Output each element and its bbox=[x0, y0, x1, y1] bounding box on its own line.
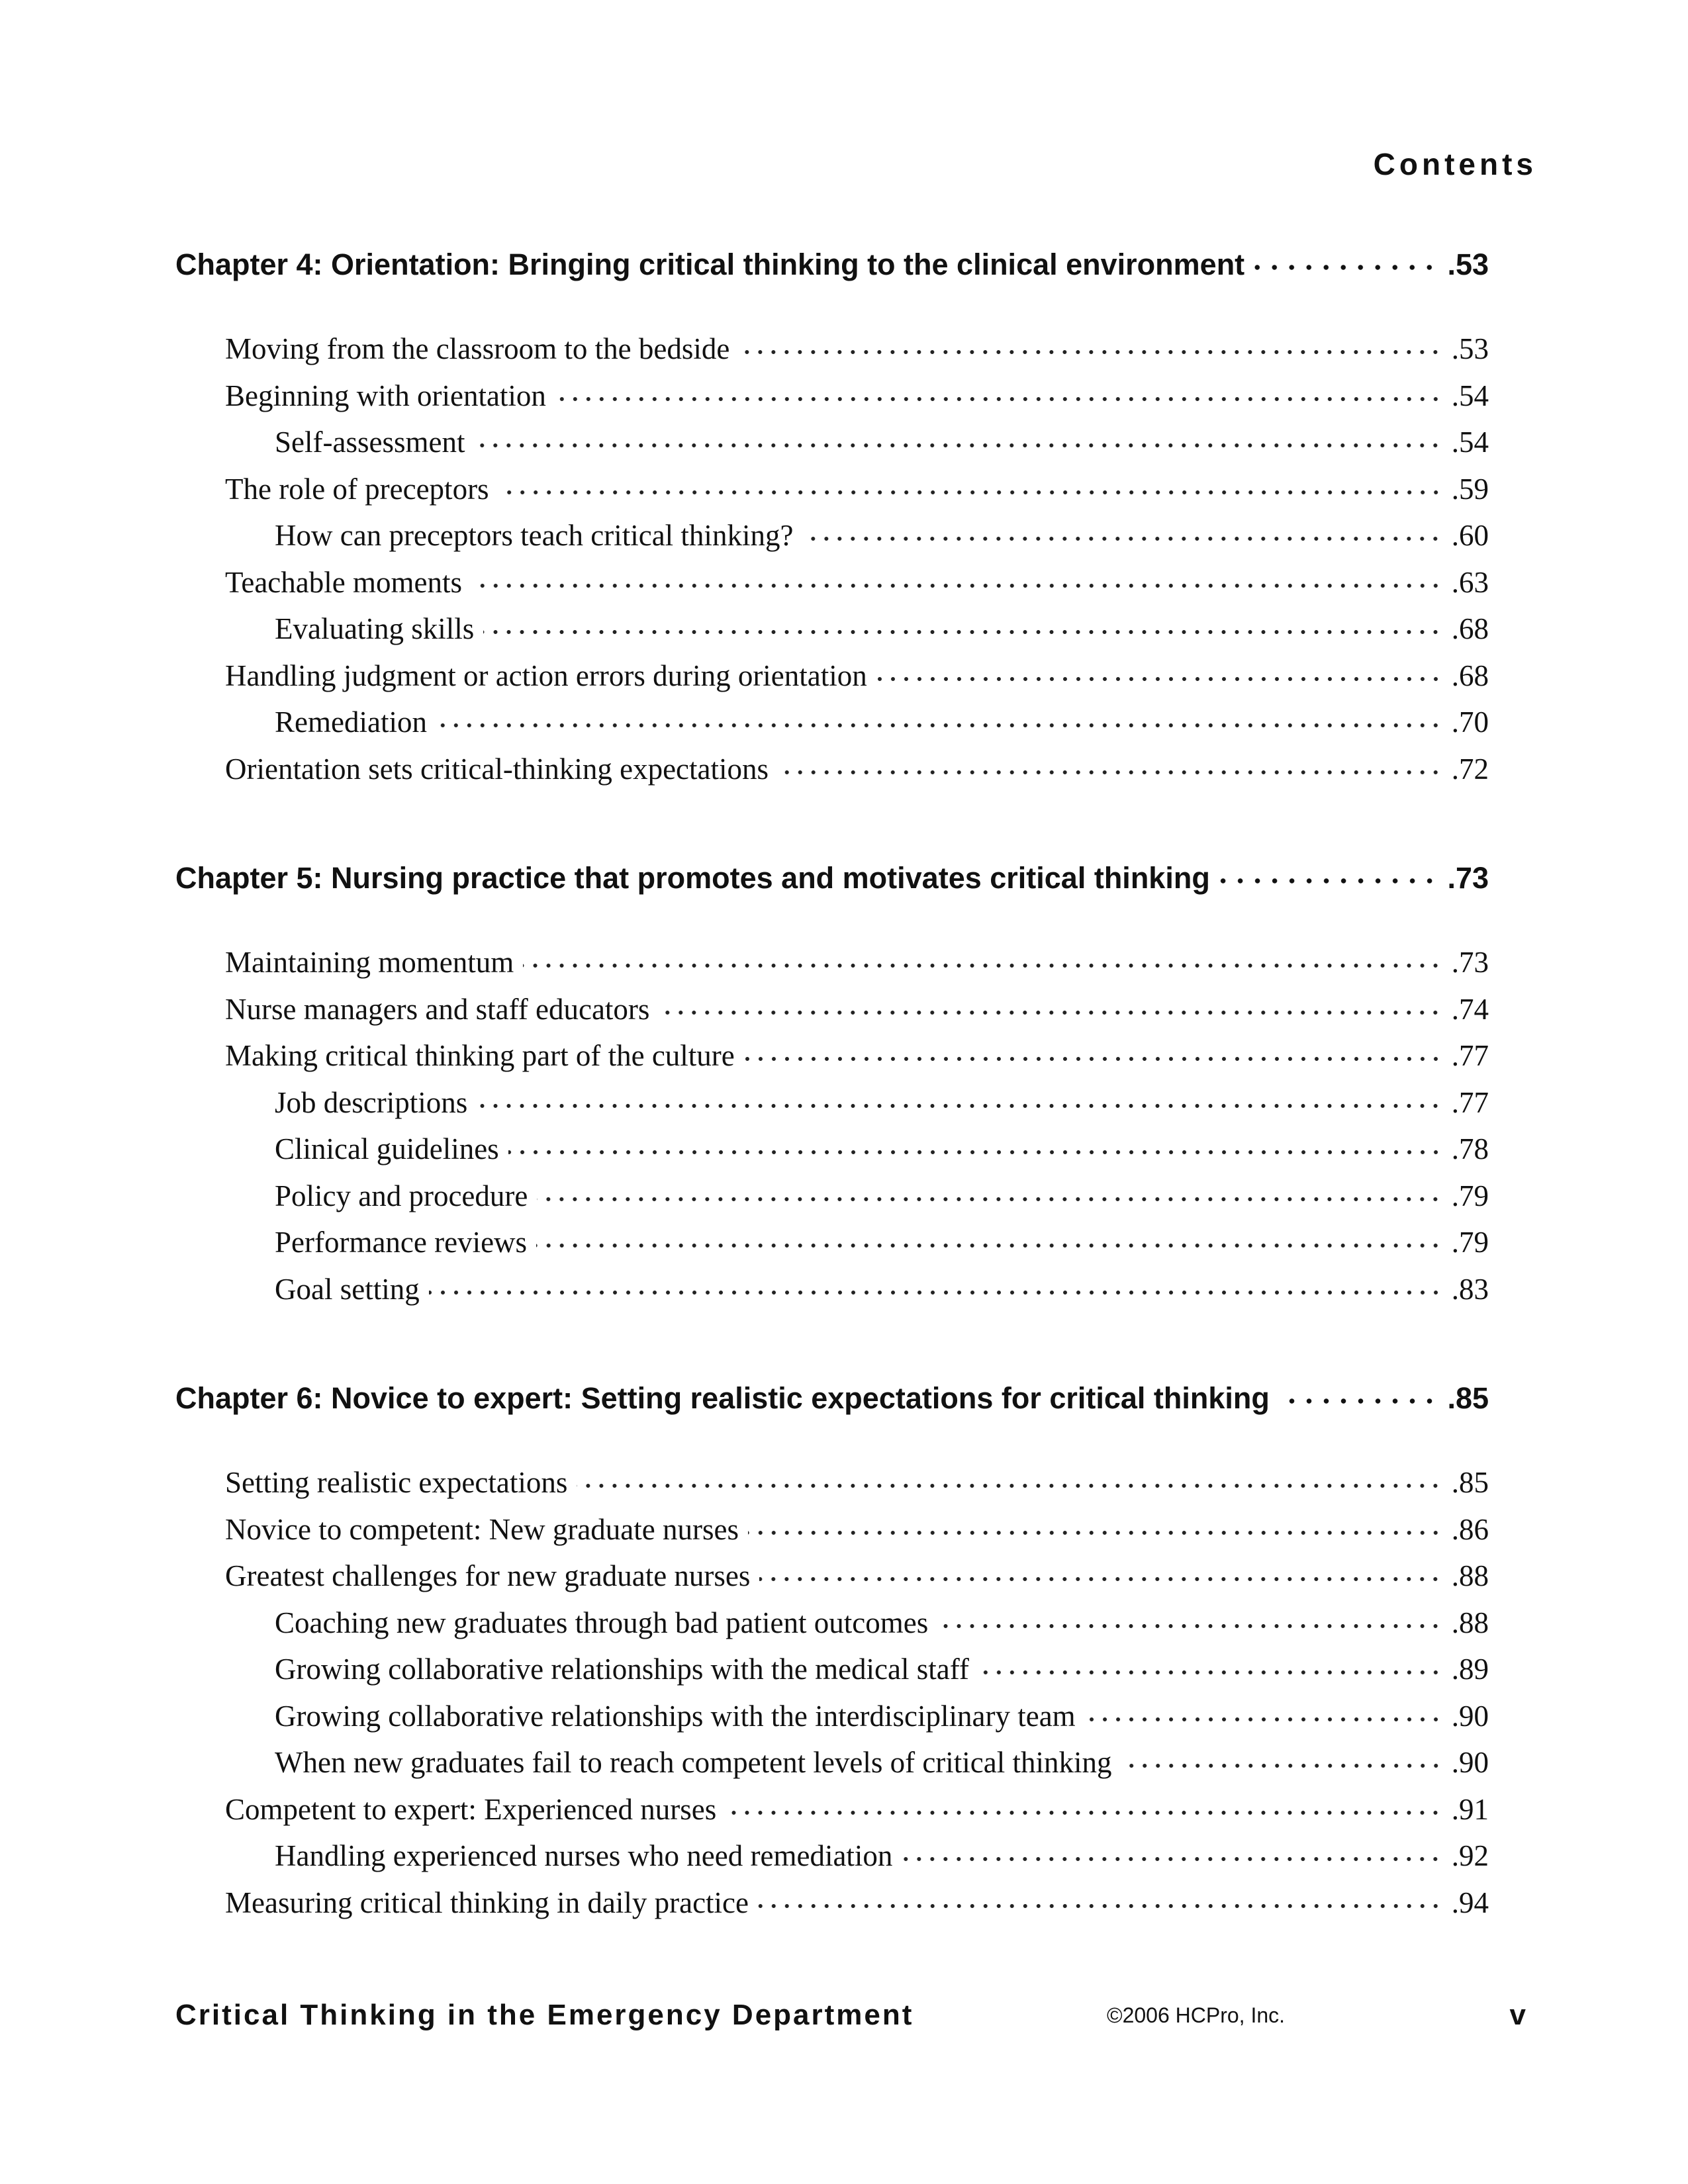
dot-leader bbox=[802, 517, 1442, 545]
entry-page-number: .68 bbox=[1451, 659, 1489, 692]
toc-entry[interactable] bbox=[175, 559, 1489, 606]
toc-entry[interactable] bbox=[175, 326, 1489, 373]
toc-subentry[interactable] bbox=[175, 512, 1489, 559]
chapter-page-number: .85 bbox=[1447, 1381, 1489, 1415]
dot-leader bbox=[429, 1271, 1442, 1299]
entry-title: Moving from the classroom to the bedside bbox=[225, 332, 730, 365]
entry-page-number: .60 bbox=[1451, 519, 1489, 552]
entry-title: Handling judgment or action errors during orientation bbox=[225, 659, 867, 692]
dot-leader bbox=[577, 1464, 1442, 1492]
entry-page-number: .86 bbox=[1451, 1512, 1489, 1546]
entry-title: Self-assessment bbox=[275, 426, 465, 459]
dot-leader bbox=[1085, 1698, 1442, 1726]
footer-page-number: v bbox=[1509, 1999, 1526, 2031]
chapter-5-section bbox=[175, 852, 1489, 1312]
entry-page-number: .63 bbox=[1451, 565, 1489, 599]
toc-entry[interactable] bbox=[175, 1506, 1489, 1553]
dot-leader bbox=[937, 1604, 1442, 1633]
entry-title: Making critical thinking part of the culture bbox=[225, 1039, 735, 1072]
chapter-4-section bbox=[175, 238, 1489, 792]
toc-subentry[interactable] bbox=[175, 1833, 1489, 1880]
entry-page-number: .77 bbox=[1451, 1039, 1489, 1072]
entry-title: Goal setting bbox=[275, 1272, 420, 1306]
entry-title: Coaching new graduates through bad patient outcomes bbox=[275, 1606, 929, 1639]
toc-entry[interactable] bbox=[175, 373, 1489, 420]
toc-subentry[interactable] bbox=[175, 699, 1489, 746]
toc-subentry[interactable] bbox=[175, 1173, 1489, 1220]
entry-page-number: .72 bbox=[1451, 752, 1489, 786]
dot-leader bbox=[978, 1651, 1442, 1679]
entry-page-number: .85 bbox=[1451, 1466, 1489, 1499]
toc-subentry[interactable] bbox=[175, 419, 1489, 466]
dot-leader bbox=[1279, 1380, 1438, 1408]
toc-subentry[interactable] bbox=[175, 1266, 1489, 1313]
entry-title: When new graduates fail to reach competent levels of critical thinking bbox=[275, 1746, 1112, 1779]
entry-title: Setting realistic expectations bbox=[225, 1466, 568, 1499]
entry-title: How can preceptors teach critical thinking? bbox=[275, 519, 794, 552]
entry-page-number: .92 bbox=[1451, 1839, 1489, 1872]
entry-page-number: .54 bbox=[1451, 379, 1489, 412]
dot-leader bbox=[902, 1837, 1442, 1866]
entry-page-number: .53 bbox=[1451, 332, 1489, 365]
dot-leader bbox=[876, 657, 1442, 686]
entry-page-number: .79 bbox=[1451, 1226, 1489, 1259]
toc-entry[interactable] bbox=[175, 1880, 1489, 1927]
toc-subentry[interactable] bbox=[175, 606, 1489, 653]
toc-entry[interactable] bbox=[175, 466, 1489, 513]
entry-title: Evaluating skills bbox=[275, 612, 475, 645]
entry-page-number: .88 bbox=[1451, 1606, 1489, 1639]
entry-title: Beginning with orientation bbox=[225, 379, 546, 412]
dot-leader bbox=[483, 610, 1442, 639]
entry-title: Greatest challenges for new graduate nurses bbox=[225, 1559, 751, 1592]
chapter-heading[interactable] bbox=[175, 238, 1489, 291]
toc-subentry[interactable] bbox=[175, 1600, 1489, 1647]
entry-page-number: .88 bbox=[1451, 1559, 1489, 1592]
entry-title: Growing collaborative relationships with the medical staff bbox=[275, 1653, 969, 1686]
entry-page-number: .94 bbox=[1451, 1886, 1489, 1919]
toc-entry[interactable] bbox=[175, 986, 1489, 1033]
dot-leader bbox=[471, 564, 1442, 592]
dot-leader bbox=[498, 471, 1442, 499]
entry-title: Teachable moments bbox=[225, 565, 462, 599]
dot-leader bbox=[1219, 860, 1438, 888]
chapter-heading[interactable] bbox=[175, 1372, 1489, 1425]
running-header: Contents bbox=[1373, 147, 1537, 181]
entry-title: Nurse managers and staff educators bbox=[225, 992, 650, 1026]
toc-subentry[interactable] bbox=[175, 1693, 1489, 1740]
toc-entry[interactable] bbox=[175, 653, 1489, 700]
chapter-6-section bbox=[175, 1372, 1489, 1926]
entry-title: Maintaining momentum bbox=[225, 946, 514, 979]
entry-page-number: .78 bbox=[1451, 1132, 1489, 1165]
chapter-title-text: Chapter 4: Orientation: Bringing critical thinking to the clinical environment bbox=[175, 248, 1245, 281]
toc-subentry[interactable] bbox=[175, 1219, 1489, 1266]
dot-leader bbox=[748, 1511, 1442, 1539]
page-footer bbox=[175, 1992, 1526, 2045]
entry-title: Job descriptions bbox=[275, 1085, 468, 1119]
toc-subentry[interactable] bbox=[175, 1126, 1489, 1173]
entry-title: Clinical guidelines bbox=[275, 1132, 499, 1165]
entry-title: Handling experienced nurses who need remediation bbox=[275, 1839, 893, 1872]
entry-title: Measuring critical thinking in daily practice bbox=[225, 1886, 749, 1919]
entry-page-number: .91 bbox=[1451, 1792, 1489, 1826]
entry-title: Orientation sets critical-thinking expectations bbox=[225, 752, 769, 786]
toc-entry[interactable] bbox=[175, 1459, 1489, 1506]
dot-leader bbox=[555, 377, 1442, 406]
entry-title: Competent to expert: Experienced nurses bbox=[225, 1792, 717, 1826]
dot-leader bbox=[436, 704, 1442, 732]
entry-page-number: .54 bbox=[1451, 426, 1489, 459]
table-of-contents bbox=[175, 238, 1489, 1985]
entry-title: Novice to competent: New graduate nurses bbox=[225, 1512, 739, 1546]
dot-leader bbox=[1254, 246, 1438, 275]
entry-title: Policy and procedure bbox=[275, 1179, 528, 1212]
chapter-page-number: .53 bbox=[1447, 248, 1489, 281]
chapter-heading[interactable] bbox=[175, 852, 1489, 905]
dot-leader bbox=[778, 751, 1442, 779]
dot-leader bbox=[474, 424, 1442, 452]
dot-leader bbox=[758, 1884, 1442, 1913]
dot-leader bbox=[523, 944, 1442, 972]
footer-book-title: Critical Thinking in the Emergency Department bbox=[175, 1999, 914, 2031]
entry-page-number: .70 bbox=[1451, 705, 1489, 739]
entry-page-number: .89 bbox=[1451, 1653, 1489, 1686]
toc-entry[interactable] bbox=[175, 1786, 1489, 1833]
entry-title: Growing collaborative relationships with the interdisciplinary team bbox=[275, 1699, 1076, 1733]
entry-page-number: .83 bbox=[1451, 1272, 1489, 1306]
entry-page-number: .90 bbox=[1451, 1699, 1489, 1733]
dot-leader bbox=[744, 1037, 1442, 1066]
entry-title: Performance reviews bbox=[275, 1226, 528, 1259]
entry-page-number: .73 bbox=[1451, 946, 1489, 979]
entry-page-number: .68 bbox=[1451, 612, 1489, 645]
footer-copyright: ©2006 HCPro, Inc. bbox=[1107, 2003, 1286, 2027]
toc-entry[interactable] bbox=[175, 746, 1489, 793]
dot-leader bbox=[537, 1177, 1442, 1206]
dot-leader bbox=[508, 1130, 1442, 1159]
dot-leader bbox=[759, 1557, 1442, 1586]
toc-entry[interactable] bbox=[175, 1032, 1489, 1079]
chapter-title-text: Chapter 5: Nursing practice that promotes and motivates critical thinking bbox=[175, 861, 1210, 895]
dot-leader bbox=[739, 330, 1442, 359]
entry-page-number: .90 bbox=[1451, 1746, 1489, 1779]
entry-page-number: .79 bbox=[1451, 1179, 1489, 1212]
toc-entry[interactable] bbox=[175, 1553, 1489, 1600]
entry-title: The role of preceptors bbox=[225, 472, 489, 506]
dot-leader bbox=[477, 1084, 1442, 1113]
entry-page-number: .59 bbox=[1451, 472, 1489, 506]
entry-page-number: .77 bbox=[1451, 1085, 1489, 1119]
entry-page-number: .74 bbox=[1451, 992, 1489, 1026]
toc-entry[interactable] bbox=[175, 939, 1489, 986]
toc-subentry[interactable] bbox=[175, 1739, 1489, 1786]
dot-leader bbox=[726, 1791, 1442, 1819]
dot-leader bbox=[659, 991, 1442, 1019]
dot-leader bbox=[1121, 1744, 1442, 1772]
dot-leader bbox=[536, 1224, 1442, 1252]
chapter-title-text: Chapter 6: Novice to expert: Setting realistic expectations for critical thinking bbox=[175, 1381, 1270, 1415]
toc-subentry[interactable] bbox=[175, 1646, 1489, 1693]
toc-subentry[interactable] bbox=[175, 1079, 1489, 1126]
entry-title: Remediation bbox=[275, 705, 427, 739]
chapter-page-number: .73 bbox=[1447, 861, 1489, 895]
